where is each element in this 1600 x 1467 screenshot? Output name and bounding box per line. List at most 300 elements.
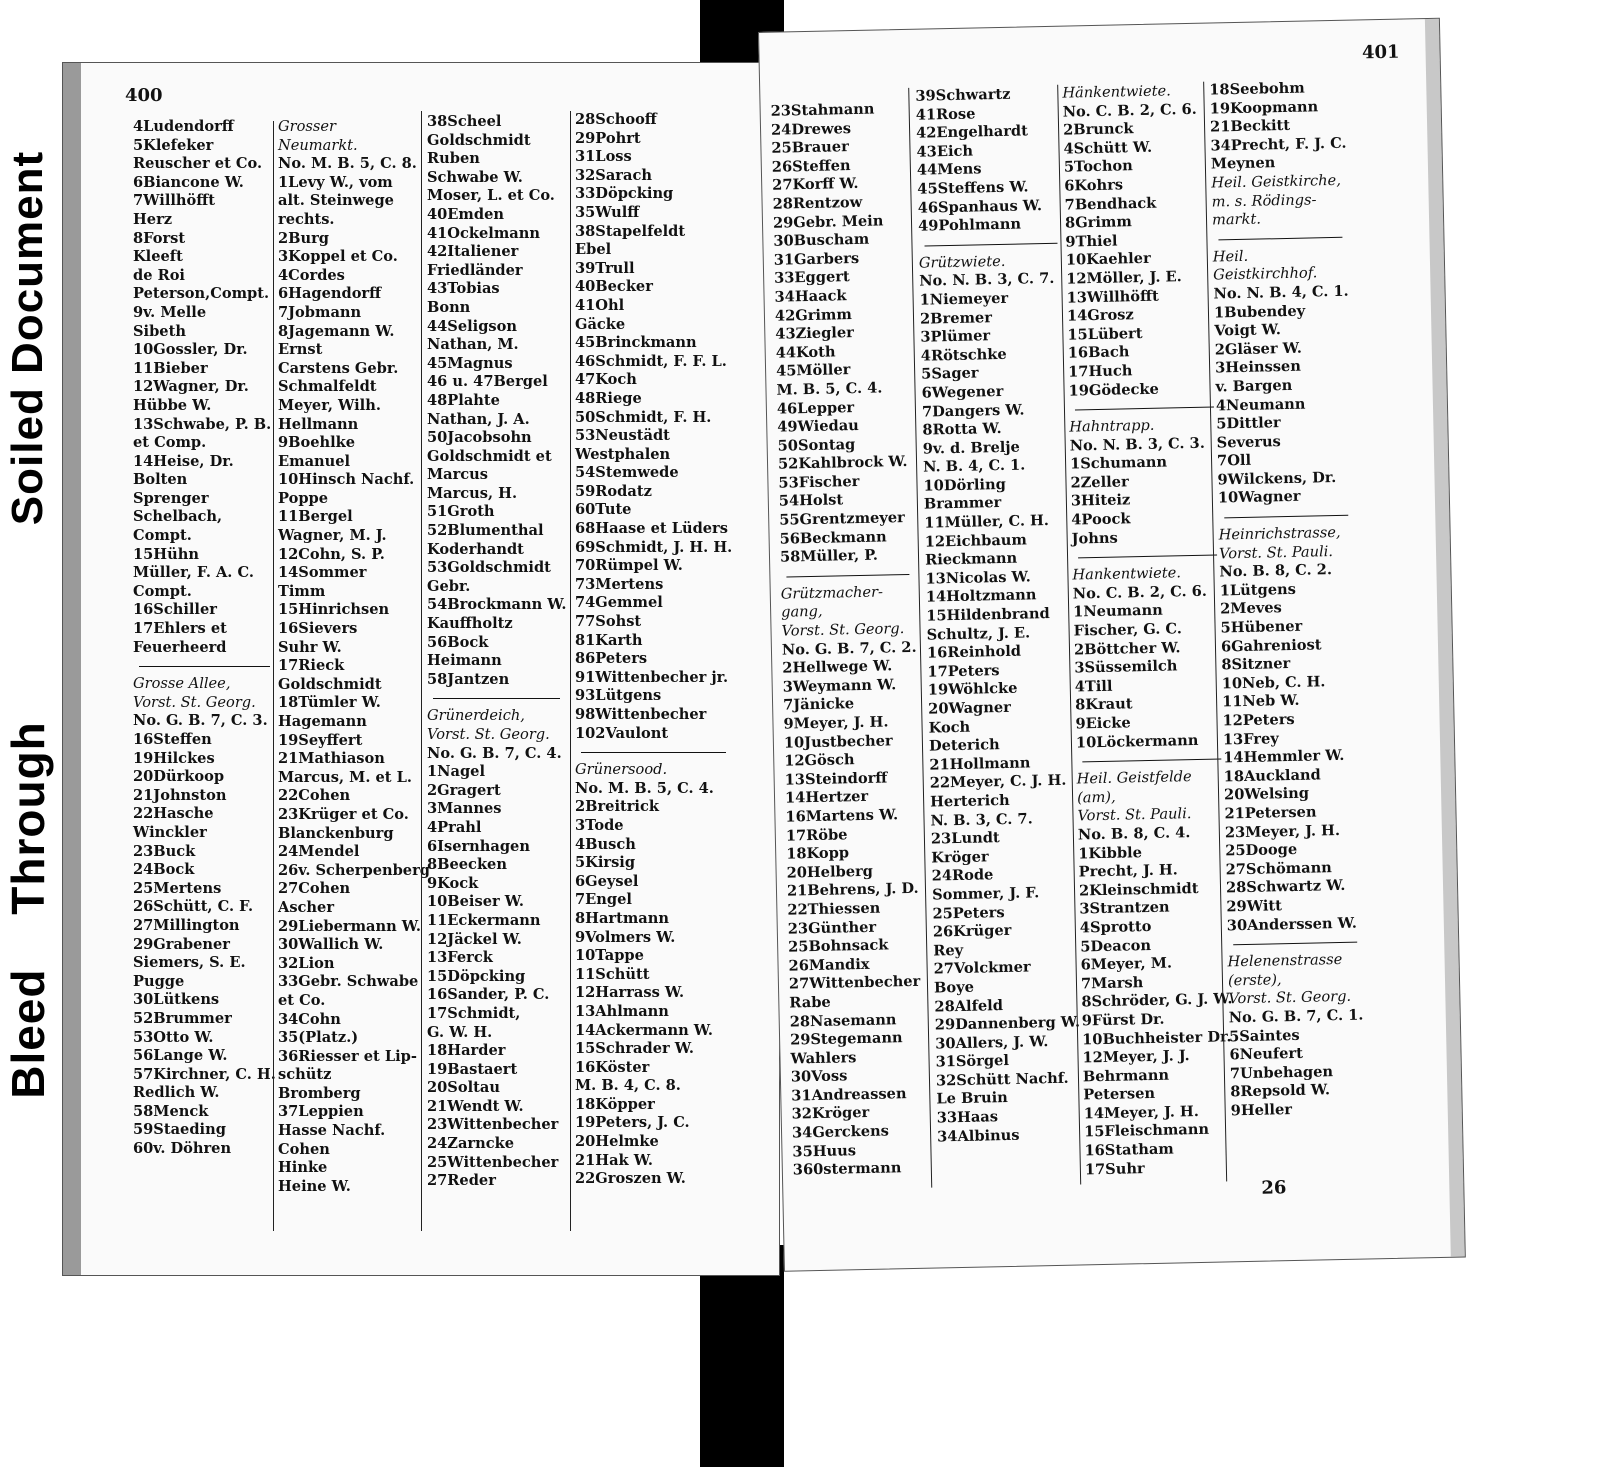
directory-entry: 38Stapelfeldt	[575, 222, 686, 240]
directory-entry: 4Neumann	[1215, 395, 1306, 414]
directory-entry: 32Schütt Nachf.	[935, 1069, 1069, 1090]
directory-entry: 59Rodatz	[575, 482, 652, 500]
directory-entry: 9Kock	[427, 874, 479, 892]
directory-entry: 24Drewes	[770, 119, 852, 139]
directory-entry: 27Cohen	[278, 880, 351, 898]
directory-entry: 10Buchheister Dr.	[1081, 1027, 1232, 1048]
directory-entry: 26Mandix	[788, 955, 870, 975]
directory-entry: 11Neb W.	[1221, 692, 1300, 711]
directory-entry: 18Kopp	[786, 844, 850, 863]
directory-entry: 18Auckland	[1223, 766, 1321, 786]
street-heading: Vorst. St. Georg.	[427, 726, 550, 743]
directory-entry: 1Bubendey	[1213, 302, 1306, 322]
directory-entry: 21Johnston	[133, 786, 227, 804]
directory-entry: 7Willhöfft	[133, 192, 215, 210]
directory-entry: 13Nicolas W.	[925, 568, 1031, 588]
directory-entry: Herterich	[929, 791, 1010, 811]
directory-entry: 43Tobias	[427, 280, 500, 298]
directory-entry: 4Busch	[575, 835, 636, 853]
directory-entry: 74Gemmel	[575, 594, 663, 612]
directory-entry: 27Korff W.	[772, 175, 859, 195]
directory-entry: 45Brinckmann	[575, 334, 697, 352]
street-heading: Heil. Geistfelde	[1076, 768, 1192, 788]
directory-entry: 13Ferck	[427, 949, 493, 967]
left-column-3	[427, 113, 566, 1191]
directory-entry: 16Köster	[575, 1058, 650, 1076]
directory-entry: 9v. Melle	[133, 303, 207, 321]
directory-entry: Winckler	[133, 823, 207, 841]
directory-entry: 41Ohl	[575, 296, 625, 314]
directory-entry: 30Buscham	[773, 230, 870, 250]
directory-entry: M. B. 4, C. 8.	[575, 1077, 681, 1095]
directory-entry: 26Schütt, C. F.	[133, 898, 254, 916]
directory-entry: 34Haack	[774, 287, 847, 306]
directory-entry: 12Möller, J. E.	[1066, 268, 1182, 288]
street-heading: markt.	[1211, 210, 1262, 229]
street-heading: Vorst. St. Georg.	[133, 693, 256, 711]
street-heading: Grünerdeich,	[427, 707, 525, 725]
directory-entry: 22Cohen	[278, 787, 351, 805]
directory-entry: Le Bruin	[936, 1089, 1008, 1108]
directory-entry: 54Brockmann W.	[427, 596, 567, 614]
directory-entry: 7Jänicke	[782, 695, 855, 715]
right-column-2	[915, 85, 1082, 1147]
directory-entry: 81Karth	[575, 631, 643, 649]
directory-entry: 9v. d. Brelje	[922, 438, 1021, 458]
directory-entry: 3Heinssen	[1214, 358, 1302, 377]
directory-entry: Schelbach,	[133, 508, 223, 526]
directory-entry: 56Lange W.	[133, 1047, 228, 1065]
directory-entry: 19Hilckes	[133, 749, 215, 767]
directory-entry: 44Koth	[775, 343, 836, 362]
directory-entry: 10Justbecher	[783, 731, 893, 752]
directory-entry: Boye	[933, 978, 975, 997]
directory-entry: 10Dörling	[923, 475, 1007, 495]
directory-entry: 30Allers, J. W.	[935, 1032, 1049, 1053]
directory-entry: Marcus, H.	[427, 484, 518, 502]
directory-entry: 53Goldschmidt	[427, 559, 551, 577]
street-heading: Hankentwiete.	[1072, 564, 1182, 584]
directory-entry: 3Süssemilch	[1074, 657, 1178, 677]
directory-entry: 10Wagner	[1217, 488, 1301, 507]
directory-entry: 98Wittenbecher	[575, 706, 707, 723]
directory-entry: Kröger	[931, 848, 989, 867]
directory-entry: 8Repsold W.	[1230, 1081, 1331, 1101]
directory-entry: Siemers, S. E.	[133, 954, 246, 972]
left-column-2	[278, 118, 430, 1196]
directory-entry: 20Dürkoop	[133, 768, 225, 786]
directory-entry: 10Kaehler	[1065, 250, 1151, 269]
directory-entry: 15Lübert	[1067, 324, 1143, 344]
street-heading: Grützwiete.	[918, 252, 1006, 272]
street-heading: Grosser	[278, 118, 337, 135]
directory-entry: 10Gossler, Dr.	[133, 341, 248, 359]
directory-entry: 360stermann	[792, 1159, 902, 1179]
directory-entry: 22Thiessen	[787, 899, 881, 919]
directory-entry: Heimann	[427, 652, 502, 670]
directory-entry: 15Döpcking	[427, 967, 526, 985]
directory-entry: 8Rotta W.	[922, 420, 1002, 439]
directory-entry: Hasse Nachf.	[278, 1122, 386, 1140]
directory-entry: 25Dooge	[1225, 841, 1298, 860]
directory-entry: 21Hollmann	[929, 754, 1031, 774]
directory-entry: 14Holtzmann	[925, 586, 1037, 607]
directory-entry: 45Magnus	[427, 354, 513, 372]
directory-entry: 39Schwartz	[915, 85, 1011, 105]
directory-entry: 51Groth	[427, 503, 495, 521]
directory-entry: 26v. Scherpenberg	[278, 861, 430, 879]
street-heading: Helenenstrasse	[1227, 951, 1343, 971]
directory-entry: 9Meyer, J. H.	[783, 713, 889, 733]
directory-entry: 54Stemwede	[575, 464, 679, 482]
directory-entry: 10Löckermann	[1075, 731, 1199, 752]
directory-entry: 50Schmidt, F. H.	[575, 408, 712, 426]
directory-entry: Bolten	[133, 471, 188, 489]
directory-entry: 29Grabener	[133, 935, 230, 953]
directory-entry: Ebel	[575, 241, 612, 259]
directory-entry: 7Unbehagen	[1229, 1062, 1334, 1083]
directory-entry: et Comp.	[133, 434, 207, 452]
directory-entry: 26Steffen	[771, 156, 851, 176]
directory-entry: 33Haas	[936, 1108, 999, 1127]
directory-entry: 12Eichbaum	[924, 531, 1028, 551]
directory-entry: 41Ockelmann	[427, 224, 540, 242]
directory-entry: N. B. 3, C. 7.	[930, 809, 1033, 830]
directory-entry: 7Bendhack	[1064, 194, 1157, 214]
directory-entry: Pugge	[133, 972, 185, 990]
right-page	[758, 18, 1466, 1272]
directory-entry: 10Neb, C. H.	[1221, 673, 1326, 693]
directory-entry: 19Wöhlcke	[927, 680, 1018, 699]
directory-entry: Feuerheerd	[133, 638, 227, 656]
directory-entry: 33Gebr. Schwabe	[278, 973, 419, 991]
directory-entry: 42Italiener	[427, 243, 519, 261]
directory-entry: 56Beckmann	[779, 528, 887, 548]
street-heading: Heinrichstrasse,	[1218, 523, 1341, 544]
directory-entry: 7Oll	[1216, 452, 1252, 470]
directory-entry: 16Sievers	[278, 620, 358, 638]
directory-entry: 21Mathiason	[278, 750, 385, 768]
directory-entry: 23Krüger et Co.	[278, 805, 409, 823]
directory-entry: 47Koch	[575, 371, 637, 389]
directory-entry: 77Sohst	[575, 613, 642, 631]
directory-entry: 15Hühn	[133, 545, 199, 563]
directory-entry: 30Wallich W.	[278, 936, 384, 954]
directory-entry: 23Buck	[133, 842, 196, 860]
directory-entry: 18Seebohm	[1209, 79, 1305, 99]
directory-entry: 16Reinhold	[926, 642, 1022, 662]
directory-entry: 29Dannenberg W.	[934, 1013, 1081, 1034]
right-column-4	[1209, 79, 1367, 1121]
directory-entry: Meyer, Wilh.	[278, 396, 381, 414]
directory-entry: 28Nasemann	[789, 1010, 897, 1031]
directory-entry: 27Reder	[427, 1172, 496, 1190]
directory-entry: 34Gerckens	[791, 1122, 890, 1142]
directory-entry: 9Wilckens, Dr.	[1217, 468, 1337, 489]
directory-entry: 12Jäckel W.	[427, 930, 522, 948]
directory-entry: 35Huus	[792, 1141, 857, 1161]
directory-entry: 23Wittenbecher	[427, 1116, 559, 1134]
right-column-3	[1062, 81, 1236, 1179]
directory-entry: Goldschmidt	[278, 675, 382, 693]
directory-entry: 12Harrass W.	[575, 984, 685, 1002]
directory-entry: Rieckmann	[924, 549, 1018, 569]
directory-entry: 9Heller	[1230, 1100, 1293, 1120]
street-heading: Heil. Geistkirche,	[1211, 171, 1342, 192]
directory-entry: Sibeth	[133, 322, 186, 340]
directory-entry: 7Engel	[575, 891, 632, 909]
directory-entry: Schwabe W.	[427, 168, 523, 186]
directory-entry: 4Till	[1074, 677, 1113, 696]
directory-entry: 29Stegemann	[789, 1029, 903, 1049]
street-heading: No. M. B. 5, C. 8.	[278, 155, 417, 173]
directory-entry: Blanckenburg	[278, 824, 394, 842]
column-divider	[273, 121, 274, 1231]
street-heading: No. C. B. 2, C. 6.	[1072, 582, 1208, 603]
directory-entry: 20Welsing	[1223, 785, 1310, 804]
directory-entry: 24Rode	[931, 866, 994, 885]
directory-entry: 5Deacon	[1080, 936, 1152, 955]
directory-entry: 12Cohn, S. P.	[278, 545, 385, 563]
directory-entry: 22Groszen W.	[575, 1170, 686, 1188]
directory-entry: 14Hertzer	[784, 788, 869, 807]
directory-entry: 31Garbers	[773, 249, 860, 269]
directory-entry: 30Lütkens	[133, 991, 220, 1009]
directory-entry: 55Grentzmeyer	[779, 509, 905, 529]
directory-entry: N. B. 4, C. 1.	[922, 456, 1026, 476]
directory-entry: 10Tappe	[575, 947, 644, 965]
directory-entry: 53Neustädt	[575, 427, 670, 445]
directory-entry: Ruben	[427, 150, 480, 168]
directory-entry: Gäcke	[575, 315, 626, 333]
directory-entry: 8Kraut	[1074, 695, 1133, 714]
directory-entry: Wagner, M. J.	[278, 527, 387, 545]
directory-entry: 11Schütt	[575, 965, 650, 983]
directory-entry: Behrmann	[1082, 1066, 1170, 1086]
directory-entry: 45Möller	[775, 361, 851, 381]
street-heading: (erste),	[1227, 970, 1282, 990]
directory-entry: 3Strantzen	[1079, 898, 1170, 918]
directory-entry: 7Jobmann	[278, 303, 362, 321]
directory-entry: 3Mannes	[427, 800, 502, 818]
directory-entry: Suhr W.	[278, 638, 342, 656]
directory-entry: Herz	[133, 210, 173, 228]
street-heading: Neumarkt.	[278, 136, 358, 154]
section-divider	[581, 743, 726, 753]
directory-entry: 2Zeller	[1070, 473, 1129, 492]
directory-entry: 22Meyer, C. J. H.	[929, 772, 1067, 792]
book-spine-bottom	[700, 1245, 784, 1467]
directory-entry: 15Hinrichsen	[278, 601, 390, 619]
directory-entry: 56Bock	[427, 633, 489, 651]
directory-entry: Bromberg	[278, 1084, 361, 1102]
directory-entry: 48Plahte	[427, 391, 500, 409]
directory-entry: Schmalfeldt	[278, 378, 377, 396]
directory-entry: 18Tümler W.	[278, 694, 381, 712]
directory-entry: Nathan, M.	[427, 336, 519, 354]
directory-entry: 5Kirsig	[575, 854, 636, 872]
directory-entry: 12Wagner, Dr.	[133, 378, 249, 396]
directory-entry: 17Peters	[927, 661, 1000, 681]
directory-entry: 15Schrader W.	[575, 1040, 694, 1058]
directory-entry: 16Sander, P. C.	[427, 986, 550, 1004]
directory-entry: 19Koopmann	[1209, 97, 1319, 118]
directory-entry: 25Wittenbecher	[427, 1153, 559, 1171]
directory-entry: 58Menck	[133, 1102, 209, 1120]
directory-entry: 8Hartmann	[575, 909, 669, 927]
directory-entry: Goldschmidt	[427, 131, 531, 149]
directory-entry: 39Trull	[575, 259, 635, 277]
directory-entry: 50Sontag	[777, 435, 856, 455]
directory-entry: 3Plümer	[920, 327, 991, 346]
directory-entry: 2Burg	[278, 229, 329, 247]
directory-entry: 1Nagel	[427, 763, 485, 781]
street-heading: (am),	[1076, 788, 1116, 807]
directory-entry: Brammer	[923, 494, 1002, 514]
directory-entry: 2Meves	[1220, 599, 1282, 618]
directory-entry: 50Jacobsohn	[427, 429, 532, 447]
directory-entry: Petersen	[1083, 1085, 1156, 1104]
directory-entry: Severus	[1216, 432, 1281, 452]
directory-entry: 34Precht, F. J. C.	[1210, 134, 1347, 155]
directory-entry: 33Eggert	[773, 268, 850, 288]
directory-entry: 9Thiel	[1065, 232, 1118, 251]
directory-entry: Hinke	[278, 1159, 328, 1177]
directory-entry: 32Kröger	[791, 1104, 870, 1123]
street-heading: No. N. B. 3, C. 7.	[919, 270, 1055, 291]
street-heading: No. M. B. 5, C. 4.	[575, 779, 714, 797]
directory-entry: 4Rötschke	[920, 345, 1007, 365]
directory-entry: rechts.	[278, 210, 335, 228]
directory-entry: 14Grosz	[1066, 306, 1134, 325]
directory-entry: Reuscher et Co.	[133, 155, 263, 173]
directory-entry: 29Pohrt	[575, 129, 641, 147]
street-heading: Vorst. St. Georg.	[781, 620, 905, 640]
street-heading: No. C. B. 2, C. 6.	[1062, 100, 1197, 121]
directory-entry: 14Hemmler W.	[1223, 747, 1345, 767]
directory-entry: 60Tute	[575, 501, 632, 519]
directory-entry: 1Levy W., vom	[278, 173, 393, 191]
directory-entry: Carstens Gebr.	[278, 359, 399, 377]
directory-entry: Schultz, J. E.	[926, 624, 1031, 644]
directory-entry: 28Alfeld	[934, 996, 1004, 1016]
directory-entry: Meynen	[1210, 154, 1276, 173]
left-page-number: 400	[125, 85, 163, 106]
directory-entry: 42Engelhardt	[915, 122, 1029, 142]
directory-entry: Ascher	[278, 898, 335, 916]
directory-entry: 17Schmidt,	[427, 1004, 521, 1022]
directory-entry: 2Gläser W.	[1214, 339, 1303, 359]
directory-entry: 86Peters	[575, 650, 648, 668]
directory-entry: Bonn	[427, 298, 471, 316]
directory-entry: 17Rieck	[278, 657, 345, 675]
street-heading: No. G. B. 7, C. 2.	[781, 638, 917, 659]
directory-entry: 40Becker	[575, 278, 653, 296]
directory-entry: 52Brummer	[133, 1009, 232, 1027]
directory-entry: 32Lion	[278, 954, 335, 972]
directory-entry: 21Petersen	[1224, 803, 1317, 823]
directory-entry: 19Seyffert	[278, 731, 363, 749]
soiled-document-label	[0, 85, 56, 590]
directory-entry: 24Bock	[133, 861, 195, 879]
directory-entry: 26Krüger	[932, 922, 1012, 941]
left-page	[62, 62, 780, 1276]
directory-entry: 11Bergel	[278, 508, 353, 526]
directory-entry: 5Dittler	[1216, 414, 1281, 433]
directory-entry: 4Ludendorff	[133, 118, 234, 135]
directory-entry: 1Neumann	[1073, 602, 1163, 621]
directory-entry: 1Schumann	[1069, 453, 1168, 473]
directory-entry: Gebr.	[427, 577, 471, 595]
directory-entry: 14Sommer	[278, 564, 367, 582]
directory-entry: 17Suhr	[1084, 1159, 1145, 1179]
directory-entry: 19Peters, J. C.	[575, 1114, 690, 1132]
directory-entry: 31Andreassen	[791, 1085, 907, 1105]
directory-entry: 45Steffens W.	[917, 178, 1029, 198]
directory-entry: 35Wulff	[575, 203, 640, 221]
street-heading: No. G. B. 7, C. 3.	[133, 712, 268, 730]
directory-entry: 20Helmke	[575, 1133, 659, 1151]
directory-entry: 43Ziegler	[775, 324, 855, 343]
directory-entry: 6Isernhagen	[427, 837, 530, 855]
directory-entry: 16Steffen	[133, 731, 212, 748]
directory-entry: Ernst	[278, 341, 323, 359]
directory-entry: 12Peters	[1222, 710, 1295, 730]
directory-entry: 69Schmidt, J. H. H.	[575, 538, 733, 556]
street-heading: Heil.	[1212, 247, 1249, 266]
directory-entry: 16Statham	[1084, 1140, 1174, 1160]
directory-entry: 41Rose	[915, 105, 976, 124]
directory-entry: 9Volmers W.	[575, 928, 676, 946]
directory-entry: 4Cordes	[278, 266, 345, 284]
directory-entry: de Roi	[133, 266, 185, 284]
bleed-through-label	[0, 680, 56, 1140]
directory-entry: 23Lundt	[930, 829, 1000, 848]
directory-entry: 19Bastaert	[427, 1060, 518, 1078]
directory-entry: 1Kibble	[1078, 843, 1143, 863]
directory-entry: 59Staeding	[133, 1121, 226, 1139]
directory-entry: 16Schiller	[133, 601, 217, 619]
footer-number: 26	[1261, 1177, 1287, 1199]
directory-entry: 2Gragert	[427, 781, 501, 799]
directory-entry: 2Breitrick	[575, 798, 659, 816]
directory-entry: 73Mertens	[575, 575, 664, 593]
street-heading: Grützmacher-	[780, 583, 884, 603]
directory-entry: 23Günther	[787, 918, 877, 938]
directory-entry: 46 u. 47Bergel	[427, 373, 548, 391]
directory-entry: 5Saintes	[1228, 1026, 1300, 1045]
directory-entry: M. B. 5, C. 4.	[776, 379, 883, 399]
directory-entry: 4Poock	[1071, 510, 1131, 529]
directory-entry: 40Emden	[427, 205, 504, 223]
directory-entry: Hagemann	[278, 713, 367, 730]
directory-entry: 25Peters	[932, 903, 1005, 923]
street-heading: m. s. Rödings-	[1211, 190, 1317, 211]
directory-entry: 42Grimm	[774, 305, 852, 325]
directory-entry: 9Eicke	[1075, 714, 1131, 733]
left-column-1	[133, 118, 276, 1159]
street-heading: No. B. 8, C. 2.	[1219, 561, 1333, 581]
directory-entry: Compt.	[133, 582, 192, 600]
directory-entry: 43Eich	[916, 142, 974, 161]
directory-entry: 29Witt	[1226, 897, 1283, 916]
directory-entry: 10Beiser W.	[427, 893, 524, 911]
directory-entry: 7Dangers W.	[921, 401, 1025, 421]
directory-entry: 20Soltau	[427, 1079, 500, 1097]
directory-entry: 34Cohn	[278, 1010, 341, 1028]
street-heading: Vorst. St. Georg.	[1228, 988, 1352, 1008]
directory-entry: 18Harder	[427, 1042, 506, 1060]
